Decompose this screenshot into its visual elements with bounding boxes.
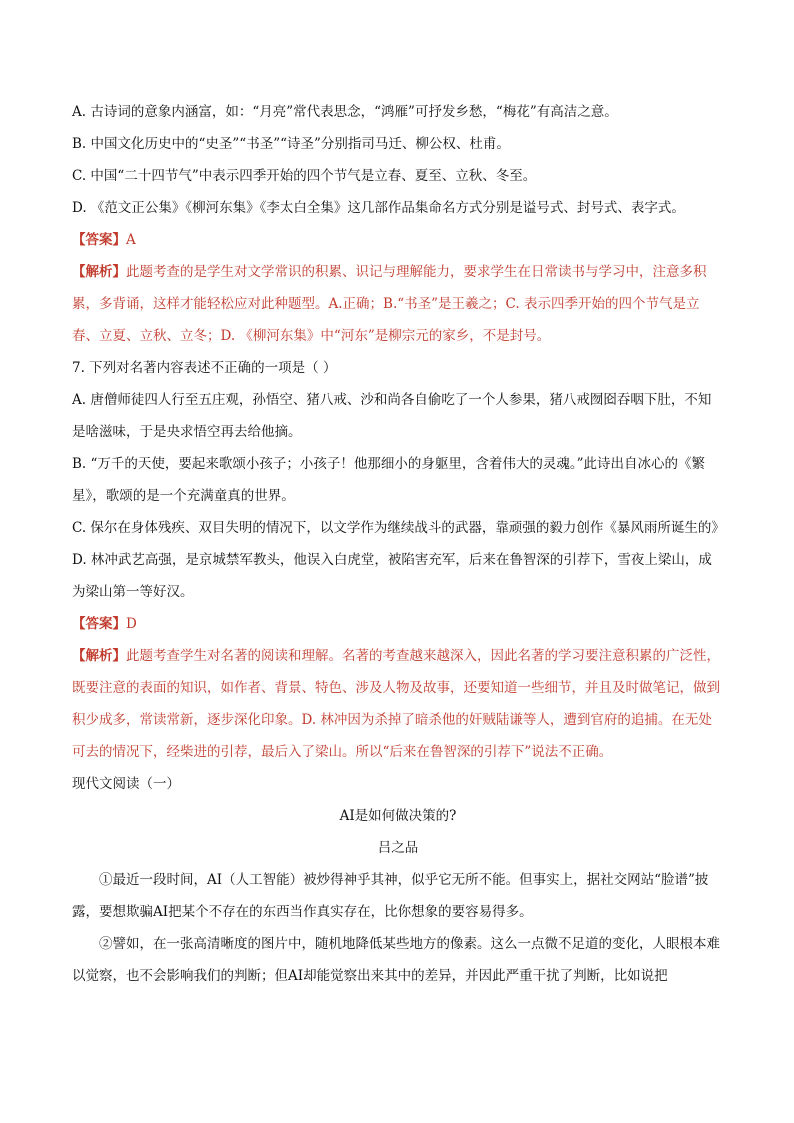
analysis-text: 此题考查学生对名著的阅读和理解。名著的考查越来越深入，因此名著的学习要注意积累的广泛性，既要注意的表面的知识，如作者、背景、特色、涉及人物及故事，还要知道一些细节，并且及时做笔记，做到积少成多，常读常新，逐步深化印象。D. 林冲因为杀掉了暗杀他的奸贼陆谦等人，遭到官府的追捕。在无处可去的情况下，经柴进的引荐，最后入了梁山。所以“后来在鲁智深的引荐下”说法不正确。 <box>72 648 720 760</box>
answer-tag: 【答案】 <box>72 232 126 248</box>
q7-option-c: C. 保尔在身体残疾、双目失明的情况下，以文学作为继续战斗的武器，靠顽强的毅力创作《暴风雨所诞生的》 <box>72 520 725 536</box>
q7-option-d: D. 林冲武艺高强，是京城禁军教头，他误入白虎堂，被陷害充军，后来在鲁智深的引荐下，雪夜上梁山，成为梁山第一等好汉。 <box>72 552 712 600</box>
q6-option-b: B. 中国文化历史中的“史圣”“书圣”“诗圣”分别指司马迁、柳公权、杜甫。 <box>72 136 510 152</box>
q7-analysis <box>72 640 724 768</box>
section-heading: 现代文阅读（一） <box>72 776 180 792</box>
q6-option-a: A. 古诗词的意象内涵富，如：“月亮”常代表思念，“鸿雁”可抒发乡愁，“梅花”有高洁之意。 <box>72 104 618 120</box>
q7-option-a: A. 唐僧师徒四人行至五庄观，孙悟空、猪八戒、沙和尚各自偷吃了一个人参果，猪八戒囫囵吞咽下肚，不知是啥滋味，于是央求悟空再去给他摘。 <box>72 392 712 440</box>
q7-stem: 7. 下列对名著内容表述不正确的一项是（ ） <box>72 360 337 376</box>
answer-value: A <box>126 232 136 248</box>
answer-value: D <box>126 616 137 632</box>
answer-tag: 【答案】 <box>72 616 126 632</box>
analysis-text: 此题考查的是学生对文学常识的积累、识记与理解能力，要求学生在日常读书与学习中，注意多积累，多背诵，这样才能轻松应对此种题型。A.正确；B.“书圣”是王羲之；C. 表示四季开始的四个节气是立春、立夏、立秋、立冬；D. 《柳河东集》中“河东”是柳宗元的家乡，不是封号。 <box>72 264 707 344</box>
q7-option-b: B. “万千的天使，要起来歌颂小孩子；小孩子！他那细小的身躯里，含着伟大的灵魂。”此诗出自冰心的《繁星》，歌颂的是一个充满童真的世界。 <box>72 456 706 504</box>
article-paragraph-1: ①最近一段时间，AI（人工智能）被炒得神乎其神，似乎它无所不能。但事实上，据社交网站“脸谱”披露，要想欺骗AI把某个不存在的东西当作真实存在，比你想象的要容易得多。 <box>72 872 709 920</box>
q6-option-c: C. 中国“二十四节气”中表示四季开始的四个节气是立春、夏至、立秋、冬至。 <box>72 168 537 184</box>
article-paragraph-2: ②譬如，在一张高清晰度的图片中，随机地降低某些地方的像素。这么一点微不足道的变化，人眼根本难以觉察，也不会影响我们的判断；但AI却能觉察出来其中的差异，并因此严重干扰了判断，比如说把 <box>72 936 720 984</box>
q6-analysis <box>72 256 724 352</box>
q6-option-d: D. 《范文正公集》《柳河东集》《李太白全集》这几部作品集命名方式分别是谥号式、封号式、表字式。 <box>72 200 685 216</box>
document-page <box>72 96 724 992</box>
analysis-tag: 【解析】 <box>72 264 126 280</box>
analysis-tag: 【解析】 <box>72 648 126 664</box>
article-title: AI是如何做决策的? <box>339 808 457 824</box>
q6-answer <box>72 224 724 256</box>
q7-answer <box>72 608 724 640</box>
article-author: 吕之品 <box>377 840 419 856</box>
